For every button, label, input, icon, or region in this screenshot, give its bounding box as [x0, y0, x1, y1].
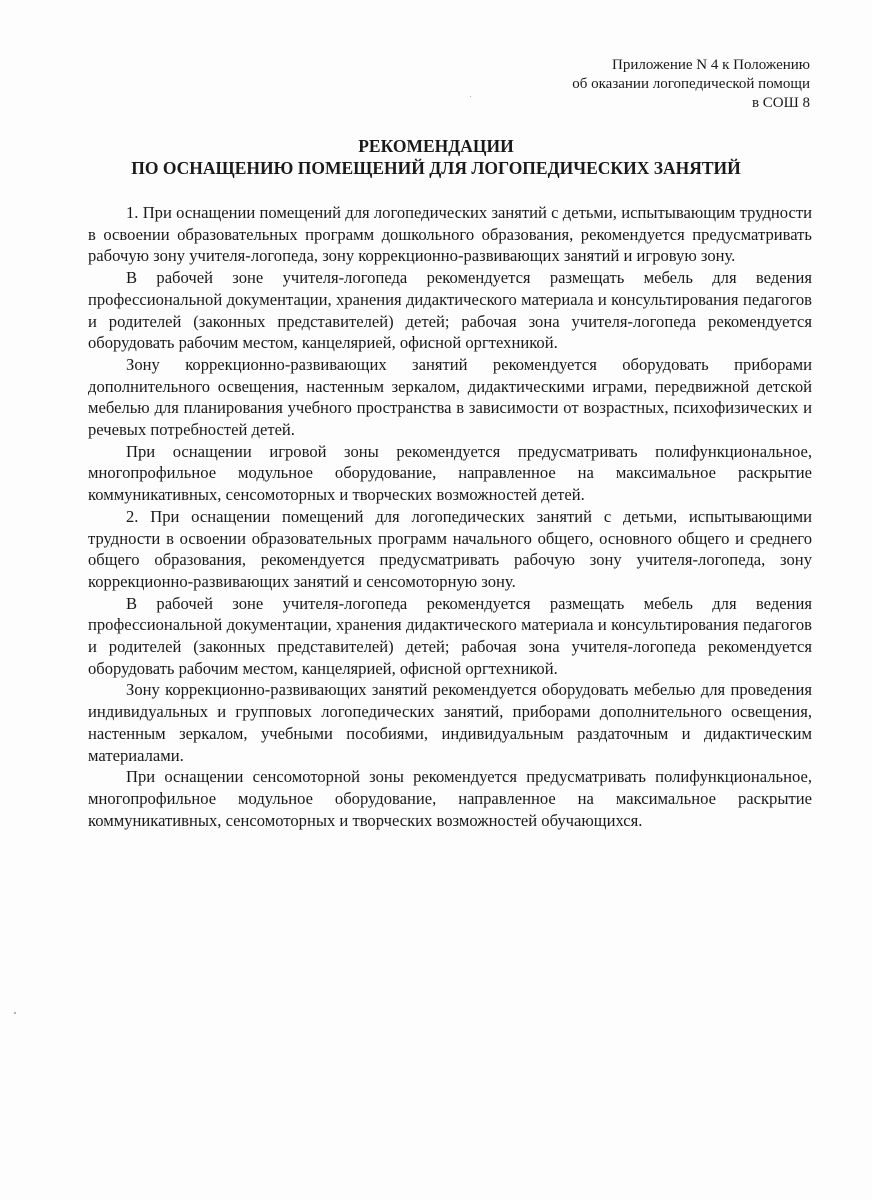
- paragraph-1: 1. При оснащении помещений для логопедических занятий с детьми, испытывающим трудности в освоении образовательных программ дошкольного образования, рекомендуется предусматривать рабочую зону учителя-логопеда, зону коррекционно-развивающих занятий и игровую зону.: [88, 203, 812, 266]
- paragraph-4: При оснащении игровой зоны рекомендуется предусматривать полифункциональное, многопрофильное модульное оборудование, направленное на максимальное раскрытие коммуникативных, сенсомоторных и творческих возможностей детей.: [88, 441, 812, 505]
- scan-speck: [14, 1012, 16, 1014]
- paragraph-2: В рабочей зоне учителя-логопеда рекомендуется размещать мебель для ведения профессиональной документации, хранения дидактического материала и консультирования педагогов и родителей (законных представителей) детей; рабочая зона учителя-логопеда рекомендуется оборудовать рабочим местом, канцелярией, офисной оргтехникой.: [88, 268, 812, 353]
- appendix-note: [572, 56, 810, 113]
- paragraph-6: В рабочей зоне учителя-логопеда рекомендуется размещать мебель для ведения профессиональной документации, хранения дидактического материала и консультирования педагогов и родителей (законных представителей) детей; рабочая зона учителя-логопеда рекомендуется оборудовать рабочим местом, канцелярией, офисной оргтехникой.: [88, 593, 812, 678]
- paragraph-3: Зону коррекционно-развивающих занятий рекомендуется оборудовать приборами дополнительного освещения, настенным зеркалом, дидактическими играми, передвижной детской мебелью для планирования учебного пространства в зависимости от возрастных, психофизических и речевых потребностей детей.: [88, 354, 812, 440]
- scan-speck: [470, 96, 471, 97]
- document-title: [0, 135, 872, 179]
- document-body: [88, 202, 812, 831]
- appendix-note-line: Приложение N 4 к Положению: [612, 57, 810, 73]
- document-title-line-1: РЕКОМЕНДАЦИИ: [358, 136, 514, 156]
- paragraph-5: 2. При оснащении помещений для логопедических занятий с детьми, испытывающими трудности в освоении образовательных программ начального общего, основного общего и среднего общего образования, рекомендуется предусматривать рабочую зону учителя-логопеда, зону коррекционно-развивающих занятий и сенсомоторную зону.: [88, 506, 812, 591]
- document-title-line-2: ПО ОСНАЩЕНИЮ ПОМЕЩЕНИЙ ДЛЯ ЛОГОПЕДИЧЕСКИХ ЗАНЯТИЙ: [131, 158, 741, 178]
- appendix-note-line: в СОШ 8: [751, 95, 810, 111]
- appendix-note-line: об оказании логопедической помощи: [572, 76, 810, 92]
- paragraph-8: При оснащении сенсомоторной зоны рекомендуется предусматривать полифункциональное, многопрофильное модульное оборудование, направленное на максимальное раскрытие коммуникативных, сенсомоторных и творческих возможностей обучающихся.: [88, 767, 812, 830]
- paragraph-7: Зону коррекционно-развивающих занятий рекомендуется оборудовать мебелью для проведения индивидуальных и групповых логопедических занятий, приборами дополнительного освещения, настенным зеркалом, учебными пособиями, индивидуальным раздаточным и дидактическим материалами.: [88, 680, 812, 765]
